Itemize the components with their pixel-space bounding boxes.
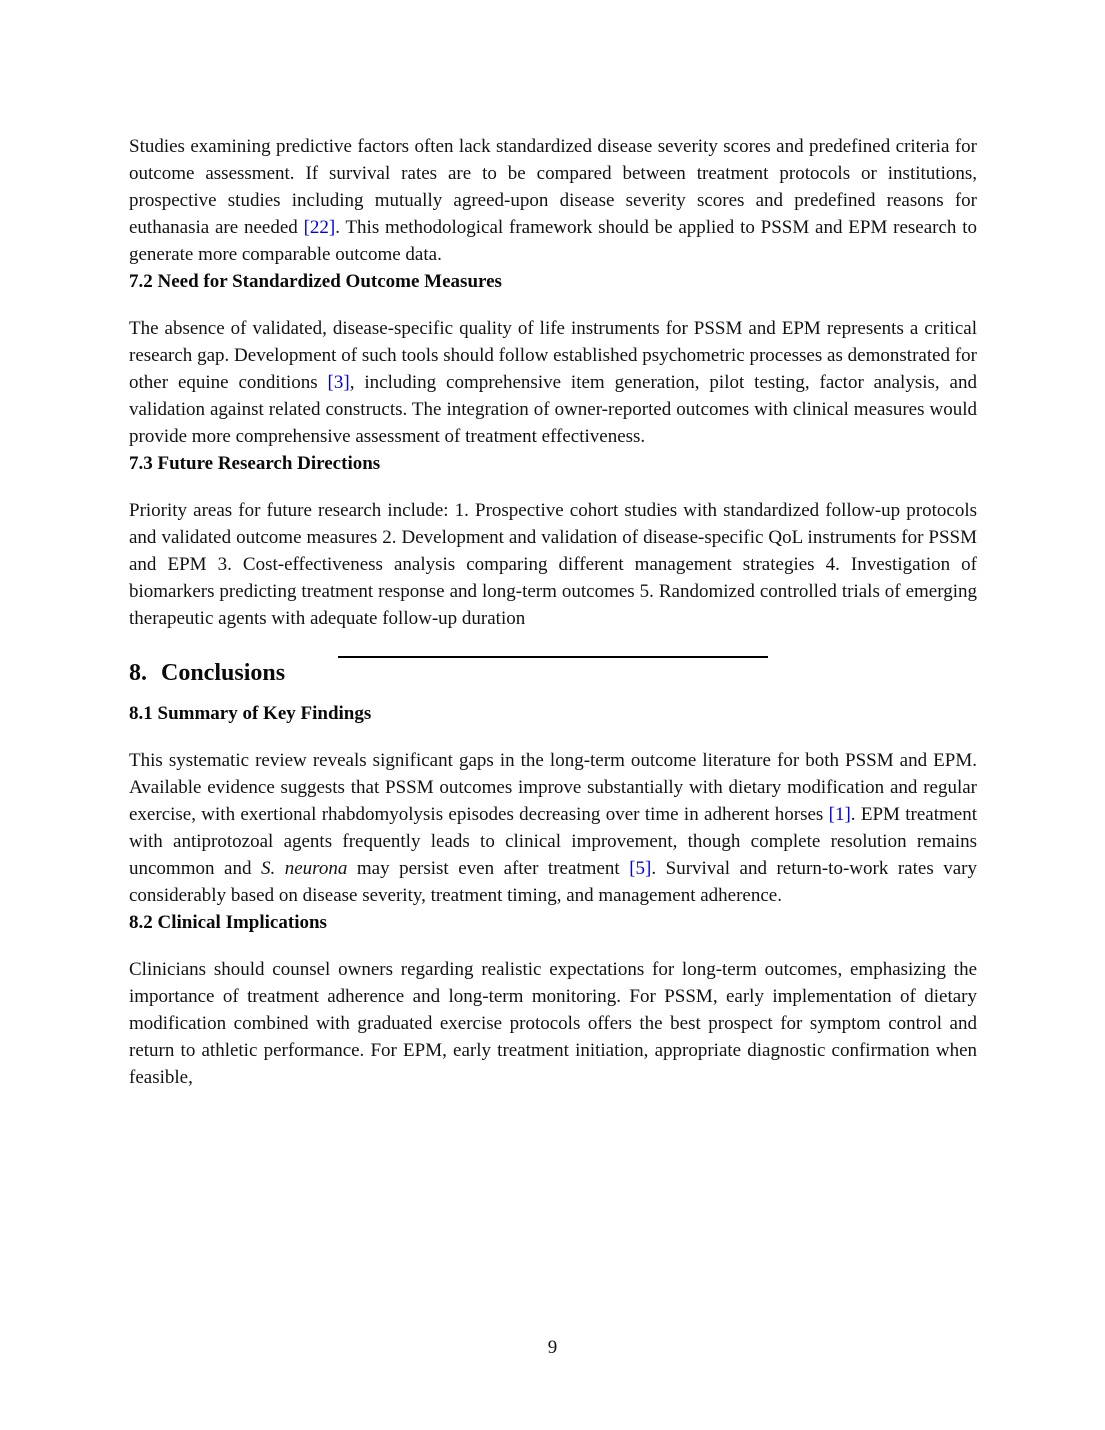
text-run: may persist even after treatment (347, 858, 630, 879)
text-run: , including comprehensive item generation, pilot testing, factor analysis, and validation against related constructs. The integration of owner-reported outcomes with clinical measures would provide more comprehensive assessment of treatment effectiveness. (129, 372, 977, 447)
heading-7-2-standardized-outcome-measures: 7.2 Need for Standardized Outcome Measures (129, 271, 502, 292)
citation-ref-3[interactable]: [3] (327, 372, 350, 393)
text-run: . EPM treatment with antiprotozoal agents frequently leads to clinical improvement, though complete resolution remains uncommon and (129, 804, 977, 879)
text-run: The absence of validated, disease-specific quality of life instruments for PSSM and EPM represents a critical research gap. Development of such tools should follow established psychometric processes as demonstrated for other equine conditions (129, 318, 977, 393)
paragraph-7-2 (129, 315, 977, 450)
paragraph-8-1 (129, 747, 977, 909)
text-run: . Survival and return-to-work rates vary considerably based on disease severity, treatment timing, and management adherence. (129, 858, 977, 906)
paragraph-7-3 (129, 497, 977, 632)
citation-ref-1[interactable]: [1] (828, 804, 851, 825)
citation-ref-22[interactable]: [22] (303, 217, 336, 238)
section-title: Conclusions (161, 660, 286, 686)
text-run: . This methodological framework should be applied to PSSM and EPM research to generate more comparable outcome data. (129, 217, 977, 265)
heading-7-3-future-research-directions: 7.3 Future Research Directions (129, 453, 381, 474)
heading-8-conclusions (129, 658, 977, 688)
page-number: 9 (547, 1337, 558, 1358)
heading-8-2-clinical-implications: 8.2 Clinical Implications (129, 912, 327, 933)
text-run: Clinicians should counsel owners regarding realistic expectations for long-term outcomes, emphasizing the importance of treatment adherence and long-term monitoring. For PSSM, early implementation of dietary modification combined with graduated exercise protocols offers the best prospect for symptom control and return to athletic performance. For EPM, early treatment initiation, appropriate diagnostic confirmation when feasible, (129, 959, 977, 1088)
heading-8-1-summary-of-key-findings: 8.1 Summary of Key Findings (129, 703, 372, 724)
text-run: This systematic review reveals significant gaps in the long-term outcome literature for both PSSM and EPM. Available evidence suggests that PSSM outcomes improve substantially with dietary modification and regular exercise, with exertional rhabdomyolysis episodes decreasing over time in adherent horses (129, 750, 977, 825)
text-run: Priority areas for future research include: 1. Prospective cohort studies with standardized follow-up protocols and validated outcome measures 2. Development and validation of disease-specific QoL instruments for PSSM and EPM 3. Cost-effectiveness analysis comparing different management strategies 4. Investigation of biomarkers predicting treatment response and long-term outcomes 5. Randomized controlled trials of emerging therapeutic agents with adequate follow-up duration (129, 500, 977, 629)
page-content (129, 133, 977, 1091)
paragraph-8-2 (129, 956, 977, 1091)
citation-ref-5[interactable]: [5] (629, 858, 652, 879)
text-run: Studies examining predictive factors often lack standardized disease severity scores and predefined criteria for outcome assessment. If survival rates are to be compared between treatment protocols or institutions, prospective studies including mutually agreed-upon disease severity scores and predefined reasons for euthanasia are needed (129, 136, 977, 238)
section-number: 8. (129, 660, 147, 686)
paragraph-predictive-factors (129, 133, 977, 268)
species-name-s-neurona: S. neurona (260, 858, 348, 879)
